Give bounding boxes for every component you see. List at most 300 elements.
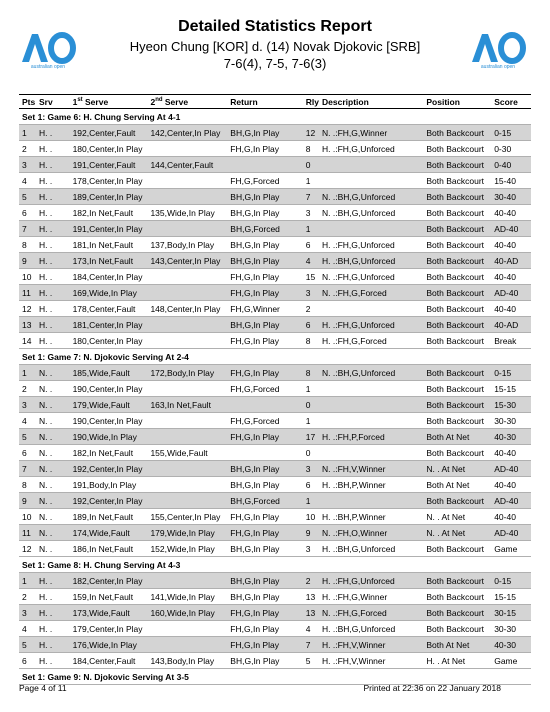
cell-description: [319, 381, 423, 397]
section-heading: Set 1: Game 8: H. Chung Serving At 4-3: [19, 557, 531, 573]
cell-pts: 1: [19, 573, 36, 589]
cell-srv: H. .: [38, 175, 53, 186]
cell-score: 40-30: [491, 429, 531, 445]
cell-description: N. .:FH,V,Winner: [319, 461, 423, 477]
cell-score: Break: [494, 335, 517, 346]
cell-pts: 8: [22, 479, 27, 490]
cell-first-serve: 190,Center,In Play: [72, 415, 143, 426]
cell-srv: H. .: [38, 623, 53, 634]
cell-second-serve: [147, 285, 227, 301]
cell-first-serve: 191,Body,In Play: [72, 479, 137, 490]
cell-rally: 1: [305, 383, 311, 394]
cell-score: 0-40: [491, 157, 531, 173]
cell-description: H. .:FH,G,Unforced: [322, 239, 395, 250]
cell-second-serve: 143,Body,In Play: [150, 655, 215, 666]
table-row: [19, 189, 531, 205]
table-row: [19, 381, 531, 397]
cell-second-serve: 163,In Net,Fault: [147, 397, 227, 413]
cell-position: Both Backcourt: [426, 623, 485, 634]
cell-return: BH,G,In Play: [230, 655, 280, 666]
cell-rally: 15: [305, 271, 316, 282]
cell-rally: 0: [305, 447, 311, 458]
cell-second-serve: 142,Center,In Play: [147, 125, 227, 141]
cell-first-serve: 182,In Net,Fault: [72, 207, 134, 218]
cell-return: FH,G,In Play: [227, 285, 302, 301]
cell-position: Both Backcourt: [423, 317, 491, 333]
cell-second-serve: 172,Body,In Play: [147, 365, 227, 381]
cell-second-serve: 143,Center,In Play: [147, 253, 227, 269]
cell-srv: N. .: [38, 383, 53, 394]
cell-rally: 0: [303, 397, 319, 413]
cell-description: [319, 221, 423, 237]
cell-srv: H. .: [36, 125, 70, 141]
table-row: [19, 445, 531, 461]
cell-second-serve: [147, 461, 227, 477]
report-title: Detailed Statistics Report: [178, 18, 372, 35]
cell-pts: 4: [22, 175, 27, 186]
cell-srv: H. .: [38, 143, 53, 154]
cell-srv: N. .: [36, 461, 70, 477]
cell-description: [319, 397, 423, 413]
cell-return: BH,G,In Play: [230, 479, 280, 490]
cell-description: H. .:FH,G,Forced: [322, 335, 387, 346]
cell-second-serve: [147, 381, 227, 397]
cell-pts: 2: [22, 591, 27, 602]
table-row: [19, 141, 531, 157]
cell-rally: 1: [305, 175, 311, 186]
cell-srv: H. .: [36, 285, 70, 301]
cell-second-serve: 179,Wide,In Play: [147, 525, 227, 541]
cell-second-serve: 141,Wide,In Play: [150, 591, 215, 602]
cell-second-serve: 137,Body,In Play: [150, 239, 215, 250]
cell-score: 15-30: [491, 397, 531, 413]
cell-pts: 12: [22, 303, 32, 314]
cell-description: N. .:FH,G,Forced: [319, 605, 423, 621]
cell-score: AD-40: [491, 285, 531, 301]
cell-pts: 6: [22, 447, 27, 458]
cell-score: 15-15: [494, 383, 516, 394]
cell-score: 40-30: [491, 637, 531, 653]
cell-score: AD-40: [491, 525, 531, 541]
cell-return: [227, 157, 302, 173]
col-header-description: Description: [319, 95, 423, 109]
cell-rally: 0: [303, 157, 319, 173]
cell-first-serve: 174,Wide,Fault: [70, 525, 148, 541]
cell-pts: 8: [22, 239, 27, 250]
cell-position: H. . At Net: [426, 655, 466, 666]
table-row: [19, 493, 531, 509]
cell-return: FH,G,In Play: [227, 429, 302, 445]
cell-rally: 3: [305, 543, 311, 554]
cell-second-serve: [147, 333, 227, 349]
cell-first-serve: 190,Center,In Play: [72, 383, 143, 394]
cell-pts: 9: [19, 253, 36, 269]
logo-subtext: australian open: [480, 64, 516, 70]
table-row: [19, 429, 531, 445]
table-row: [19, 237, 531, 253]
cell-return: BH,G,In Play: [230, 207, 280, 218]
cell-srv: H. .: [36, 157, 70, 173]
cell-score: 40-40: [494, 207, 516, 218]
cell-return: [227, 397, 302, 413]
cell-pts: 6: [22, 207, 27, 218]
section-heading-row: [19, 557, 531, 573]
cell-score: 0-30: [494, 143, 512, 154]
page-number: Page 4 of 11: [19, 683, 67, 693]
cell-srv: H. .: [36, 605, 70, 621]
cell-position: Both At Net: [423, 637, 491, 653]
cell-pts: 5: [19, 637, 36, 653]
table-row: [19, 173, 531, 189]
cell-return: BH,G,In Play: [227, 253, 302, 269]
section-heading: Set 1: Game 7: N. Djokovic Serving At 2-4: [19, 349, 531, 365]
cell-pts: 13: [19, 317, 36, 333]
cell-first-serve: 189,In Net,Fault: [72, 511, 134, 522]
cell-second-serve: [147, 493, 227, 509]
cell-rally: 8: [303, 365, 319, 381]
cell-second-serve: 135,Wide,In Play: [150, 207, 215, 218]
cell-score: 15-40: [494, 175, 516, 186]
table-row: [19, 397, 531, 413]
cell-position: Both Backcourt: [423, 189, 491, 205]
table-row: [19, 285, 531, 301]
cell-pts: 10: [22, 511, 32, 522]
cell-srv: N. .: [38, 479, 53, 490]
cell-description: H. .:FH,G,Unforced: [322, 143, 395, 154]
cell-first-serve: 184,Center,In Play: [72, 271, 143, 282]
cell-return: [227, 445, 302, 461]
section-heading-row: [19, 109, 531, 125]
cell-second-serve: 144,Center,Fault: [147, 157, 227, 173]
cell-description: N. .:FH,G,Winner: [319, 125, 423, 141]
cell-score: 40-40: [494, 511, 516, 522]
cell-rally: 2: [305, 303, 311, 314]
cell-rally: 13: [303, 605, 319, 621]
cell-pts: 1: [19, 365, 36, 381]
cell-srv: N. .: [38, 415, 53, 426]
cell-score: 0-15: [491, 573, 531, 589]
table-row: [19, 365, 531, 381]
cell-description: H. .:BH,P,Winner: [322, 479, 386, 490]
cell-description: H. .:BH,P,Winner: [322, 511, 386, 522]
table-row: [19, 301, 531, 317]
cell-score: AD-40: [491, 461, 531, 477]
cell-second-serve: [147, 573, 227, 589]
cell-description: H. .:BH,G,Unforced: [322, 623, 396, 634]
cell-description: H. .:FH,G,Unforced: [319, 317, 423, 333]
cell-score: 40-40: [494, 303, 516, 314]
cell-score: 40-AD: [491, 317, 531, 333]
cell-pts: 14: [22, 335, 32, 346]
cell-rally: 17: [303, 429, 319, 445]
col-header-srv: Srv: [36, 95, 70, 109]
cell-rally: 3: [305, 207, 311, 218]
cell-description: [319, 445, 423, 461]
cell-first-serve: 180,Center,In Play: [72, 143, 143, 154]
cell-first-serve: 191,Center,Fault: [70, 157, 148, 173]
cell-position: Both At Net: [426, 479, 470, 490]
cell-rally: 5: [305, 655, 311, 666]
cell-score: Game: [494, 543, 518, 554]
col-header-second-serve: 2nd Serve: [147, 95, 227, 109]
cell-description: [319, 413, 423, 429]
table-body: [19, 109, 531, 685]
cell-pts: 10: [22, 271, 32, 282]
section-heading: Set 1: Game 6: H. Chung Serving At 4-1: [19, 109, 531, 125]
cell-description: H. .:FH,V,Winner: [319, 637, 423, 653]
cell-rally: 6: [303, 317, 319, 333]
cell-rally: 7: [303, 189, 319, 205]
cell-rally: 6: [305, 479, 311, 490]
cell-description: H. .:FH,V,Winner: [322, 655, 386, 666]
cell-first-serve: 178,Center,Fault: [72, 303, 136, 314]
point-by-point-table: [19, 94, 531, 685]
cell-srv: H. .: [38, 207, 53, 218]
cell-second-serve: [147, 173, 227, 189]
cell-score: 40-40: [494, 271, 516, 282]
cell-return: FH,G,Forced: [230, 415, 280, 426]
table-row: [19, 573, 531, 589]
cell-score: 30-30: [494, 623, 516, 634]
cell-score: 30-15: [491, 605, 531, 621]
cell-srv: N. .: [36, 493, 70, 509]
cell-return: BH,G,In Play: [227, 317, 302, 333]
cell-position: Both Backcourt: [426, 143, 485, 154]
cell-return: FH,G,In Play: [230, 623, 279, 634]
cell-position: Both Backcourt: [423, 285, 491, 301]
cell-score: 0-15: [491, 365, 531, 381]
cell-rally: 6: [305, 239, 311, 250]
cell-first-serve: 192,Center,In Play: [70, 493, 148, 509]
cell-first-serve: 159,In Net,Fault: [72, 591, 134, 602]
cell-position: Both Backcourt: [423, 605, 491, 621]
cell-first-serve: 190,Wide,In Play: [70, 429, 148, 445]
cell-score: 40-40: [494, 479, 516, 490]
cell-rally: 10: [305, 511, 316, 522]
cell-rally: 9: [303, 525, 319, 541]
col-header-return: Return: [227, 95, 302, 109]
cell-first-serve: 185,Wide,Fault: [70, 365, 148, 381]
cell-rally: 12: [303, 125, 319, 141]
cell-description: H. .:FH,P,Forced: [319, 429, 423, 445]
cell-position: Both Backcourt: [423, 157, 491, 173]
cell-position: Both Backcourt: [426, 383, 485, 394]
table-row: [19, 477, 531, 493]
cell-return: FH,G,In Play: [227, 525, 302, 541]
cell-rally: 8: [305, 335, 311, 346]
cell-pts: 3: [19, 605, 36, 621]
cell-score: 30-40: [491, 189, 531, 205]
cell-second-serve: [147, 317, 227, 333]
table-row: [19, 125, 531, 141]
col-header-position: Position: [423, 95, 491, 109]
cell-description: H. .:BH,G,Unforced: [319, 253, 423, 269]
cell-position: Both Backcourt: [426, 239, 485, 250]
cell-rally: 1: [303, 221, 319, 237]
table-row: [19, 525, 531, 541]
cell-first-serve: 182,Center,In Play: [70, 573, 148, 589]
table-row: [19, 333, 531, 349]
table-row: [19, 589, 531, 605]
table-row: [19, 461, 531, 477]
cell-first-serve: 169,Wide,In Play: [70, 285, 148, 301]
cell-rally: 13: [305, 591, 316, 602]
cell-rally: 7: [303, 637, 319, 653]
cell-srv: H. .: [36, 637, 70, 653]
cell-second-serve: [147, 413, 227, 429]
cell-pts: 3: [19, 397, 36, 413]
cell-description: [319, 157, 423, 173]
cell-rally: 2: [303, 573, 319, 589]
cell-srv: H. .: [36, 221, 70, 237]
cell-first-serve: 189,Center,In Play: [70, 189, 148, 205]
cell-pts: 7: [19, 221, 36, 237]
cell-position: Both Backcourt: [423, 221, 491, 237]
cell-position: Both Backcourt: [426, 415, 485, 426]
cell-return: FH,G,Forced: [230, 383, 280, 394]
cell-return: BH,G,In Play: [227, 461, 302, 477]
cell-srv: N. .: [36, 397, 70, 413]
cell-position: Both Backcourt: [423, 125, 491, 141]
cell-pts: 4: [22, 623, 27, 634]
cell-score: 15-15: [494, 591, 516, 602]
cell-first-serve: 173,Wide,Fault: [70, 605, 148, 621]
cell-first-serve: 184,Center,Fault: [72, 655, 136, 666]
score-line: 7-6(4), 7-5, 7-6(3): [223, 56, 327, 71]
cell-description: H. .:FH,G,Winner: [322, 591, 388, 602]
cell-description: H. .:FH,G,Unforced: [319, 573, 423, 589]
cell-description: N. .:BH,G,Unforced: [319, 189, 423, 205]
cell-description: N. .:FH,G,Forced: [319, 285, 423, 301]
cell-rally: 4: [305, 623, 311, 634]
cell-second-serve: [147, 269, 227, 285]
table-row: [19, 413, 531, 429]
cell-pts: 2: [22, 383, 27, 394]
cell-return: FH,G,Winner: [230, 303, 280, 314]
cell-return: BH,G,In Play: [227, 125, 302, 141]
table-row: [19, 605, 531, 621]
cell-srv: H. .: [38, 335, 53, 346]
cell-second-serve: 160,Wide,In Play: [147, 605, 227, 621]
cell-position: Both At Net: [423, 429, 491, 445]
cell-return: BH,G,In Play: [230, 239, 280, 250]
cell-second-serve: [147, 189, 227, 205]
table-header-row: [19, 95, 531, 109]
printed-timestamp: Printed at 22:36 on 22 January 2018: [363, 683, 501, 693]
cell-srv: H. .: [36, 253, 70, 269]
cell-srv: H. .: [38, 591, 53, 602]
cell-rally: 8: [305, 143, 311, 154]
cell-second-serve: 152,Wide,In Play: [150, 543, 215, 554]
cell-score: 40-40: [494, 447, 516, 458]
cell-position: Both Backcourt: [426, 591, 485, 602]
cell-return: FH,G,In Play: [230, 335, 279, 346]
cell-pts: 5: [19, 189, 36, 205]
logo-subtext: australian open: [30, 64, 66, 70]
cell-pts: 11: [19, 525, 36, 541]
cell-first-serve: 192,Center,Fault: [70, 125, 148, 141]
cell-second-serve: [147, 621, 227, 637]
cell-pts: 12: [22, 543, 32, 554]
cell-srv: H. .: [38, 271, 53, 282]
table-row: [19, 509, 531, 525]
cell-srv: H. .: [36, 573, 70, 589]
cell-description: N. .:BH,G,Unforced: [319, 365, 423, 381]
cell-second-serve: 155,Center,In Play: [150, 511, 221, 522]
cell-position: Both Backcourt: [426, 175, 485, 186]
cell-first-serve: 192,Center,In Play: [70, 461, 148, 477]
cell-return: BH,G,In Play: [230, 543, 280, 554]
cell-first-serve: 181,Center,In Play: [70, 317, 148, 333]
cell-description: N. .:FH,G,Unforced: [322, 271, 395, 282]
section-heading-row: [19, 349, 531, 365]
cell-pts: 5: [19, 429, 36, 445]
cell-return: FH,G,In Play: [230, 511, 279, 522]
cell-score: 30-30: [494, 415, 516, 426]
cell-position: Both Backcourt: [426, 543, 485, 554]
cell-srv: N. .: [36, 429, 70, 445]
table-row: [19, 221, 531, 237]
cell-first-serve: 179,Wide,Fault: [70, 397, 148, 413]
cell-srv: H. .: [38, 239, 53, 250]
cell-second-serve: [147, 429, 227, 445]
cell-first-serve: 178,Center,In Play: [72, 175, 143, 186]
cell-second-serve: 155,Wide,Fault: [150, 447, 208, 458]
cell-return: FH,G,In Play: [227, 637, 302, 653]
cell-srv: H. .: [38, 655, 53, 666]
cell-position: N. . At Net: [426, 511, 466, 522]
table-row: [19, 157, 531, 173]
cell-return: FH,G,In Play: [230, 271, 279, 282]
cell-position: Both Backcourt: [423, 397, 491, 413]
cell-description: [319, 173, 423, 189]
cell-first-serve: 182,In Net,Fault: [72, 447, 134, 458]
col-header-score: Score: [491, 95, 531, 109]
cell-position: Both Backcourt: [423, 573, 491, 589]
cell-rally: 3: [303, 461, 319, 477]
cell-position: Both Backcourt: [426, 207, 485, 218]
cell-position: N. . At Net: [423, 461, 491, 477]
cell-first-serve: 191,Center,In Play: [70, 221, 148, 237]
cell-return: FH,G,In Play: [227, 365, 302, 381]
cell-score: Game: [494, 655, 518, 666]
col-header-rally: Rly: [303, 95, 319, 109]
cell-srv: N. .: [38, 543, 53, 554]
col-header-pts: Pts: [19, 95, 36, 109]
cell-rally: 1: [305, 415, 311, 426]
cell-position: Both Backcourt: [423, 365, 491, 381]
cell-first-serve: 176,Wide,In Play: [70, 637, 148, 653]
cell-srv: H. .: [36, 189, 70, 205]
cell-return: FH,G,In Play: [227, 605, 302, 621]
cell-score: AD-40: [491, 221, 531, 237]
cell-first-serve: 179,Center,In Play: [72, 623, 143, 634]
cell-return: BH,G,In Play: [227, 189, 302, 205]
cell-description: N. .:BH,G,Unforced: [322, 207, 396, 218]
cell-description: [319, 301, 423, 317]
cell-second-serve: [147, 637, 227, 653]
cell-description: H. .:BH,G,Unforced: [322, 543, 396, 554]
cell-pts: 1: [19, 125, 36, 141]
cell-second-serve: 148,Center,In Play: [150, 303, 221, 314]
cell-position: Both Backcourt: [426, 335, 485, 346]
cell-return: FH,G,In Play: [230, 143, 279, 154]
section-heading: Set 1: Game 9: N. Djokovic Serving At 3-5: [19, 669, 531, 685]
cell-score: 0-15: [491, 125, 531, 141]
col-header-first-serve: 1st Serve: [70, 95, 148, 109]
cell-srv: N. .: [38, 447, 53, 458]
cell-pts: 7: [19, 461, 36, 477]
